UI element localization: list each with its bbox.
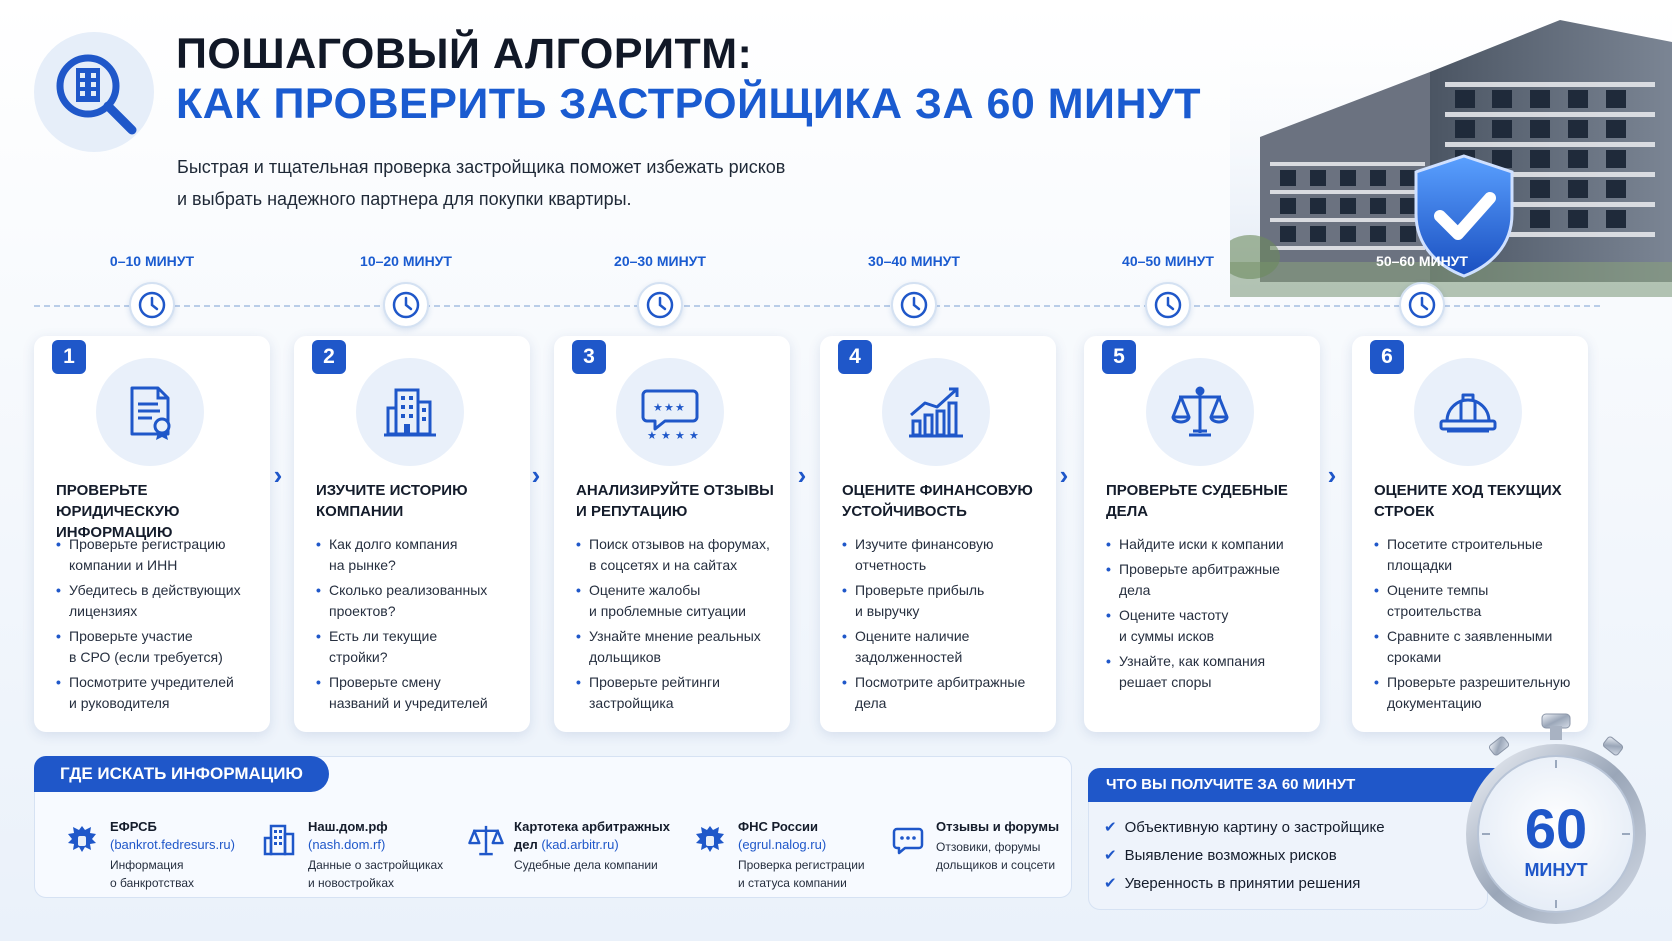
list-item xyxy=(1374,672,1584,714)
list-item-line: • Оцените частоту xyxy=(1119,607,1229,623)
clock-icon xyxy=(1145,282,1191,328)
list-item-line: компании и ИНН xyxy=(69,557,178,573)
source-name: Картотека арбитражных xyxy=(514,819,670,834)
timeline-label-3: 20–30 МИНУТ xyxy=(614,253,706,269)
source-desc: Судебные дела компании xyxy=(514,858,658,872)
chevron-right-icon: › xyxy=(1059,460,1069,490)
list-item xyxy=(316,672,526,714)
step-title-line1: ОЦЕНИТЕ ФИНАНСОВУЮ xyxy=(842,482,1033,499)
clock-icon xyxy=(383,282,429,328)
eagle-emblem-icon xyxy=(60,818,104,862)
source-name: Наш.дом.рф xyxy=(308,819,388,834)
chevron-right-icon: › xyxy=(273,460,283,490)
timeline-line xyxy=(34,305,1604,307)
result-item xyxy=(1104,846,1337,864)
watch-number: 60 xyxy=(1524,797,1588,860)
list-item xyxy=(842,534,1052,576)
list-item-line: • Оцените наличие xyxy=(855,628,970,644)
step-icon-circle xyxy=(96,358,204,466)
list-item-line: • Сколько реализованных xyxy=(329,582,488,598)
list-item-line: • Узнайте мнение реальных xyxy=(589,628,761,644)
source-link[interactable]: (egrul.nalog.ru) xyxy=(738,837,827,852)
chevron-right-icon: › xyxy=(797,460,807,490)
list-item xyxy=(1374,626,1584,668)
svg-text:★: ★ xyxy=(675,429,685,442)
step-list xyxy=(316,534,526,718)
list-item-line: • Изучите финансовую xyxy=(855,536,994,552)
svg-text:★: ★ xyxy=(675,401,685,414)
source-desc: Информация xyxy=(110,858,184,872)
list-item-line: • Как долго компания xyxy=(329,536,458,552)
list-item-line: дела xyxy=(1119,582,1151,598)
step-title xyxy=(842,480,1052,522)
list-item-line: • Проверьте арбитражные xyxy=(1119,561,1280,577)
list-item xyxy=(1374,580,1584,622)
list-item-line: • Посмотрите арбитражные xyxy=(855,674,1026,690)
step-title-line2: ДЕЛА xyxy=(1106,503,1149,520)
step-number: 3 xyxy=(572,340,606,374)
step-title-line1: АНАЛИЗИРУЙТЕ ОТЗЫВЫ xyxy=(576,482,774,499)
growth-chart-icon xyxy=(905,381,967,443)
step-title xyxy=(1106,480,1316,522)
list-item xyxy=(842,672,1052,714)
list-item xyxy=(1106,605,1316,647)
step-card-1 xyxy=(34,336,270,732)
list-item-line: дела xyxy=(855,695,887,711)
step-number: 1 xyxy=(52,340,86,374)
page-title-line1: ПОШАГОВЫЙ АЛГОРИТМ: xyxy=(176,30,753,78)
scales-icon xyxy=(1169,381,1231,443)
source-name: дел xyxy=(514,837,538,852)
checkmark-icon: ✔ xyxy=(1104,875,1117,892)
list-item-line: и руководителя xyxy=(69,695,170,711)
list-item-line: • Оцените жалобы xyxy=(589,582,701,598)
result-item-text: Объективную картину о застройщике xyxy=(1124,819,1385,836)
list-item xyxy=(1374,534,1584,576)
list-item xyxy=(316,534,526,576)
list-item-line: • Узнайте, как компания xyxy=(1119,653,1266,669)
step-card-3 xyxy=(554,336,790,732)
source-item xyxy=(886,818,1066,898)
chevron-right-icon: › xyxy=(531,460,541,490)
step-title-line1: ПРОВЕРЬТЕ ЮРИДИЧЕСКУЮ xyxy=(56,482,180,520)
chat-bubble-icon xyxy=(886,818,930,862)
checkmark-icon: ✔ xyxy=(1104,819,1117,836)
step-number: 5 xyxy=(1102,340,1136,374)
source-item xyxy=(688,818,888,898)
clock-icon xyxy=(637,282,683,328)
list-item-line: и суммы исков xyxy=(1119,628,1215,644)
list-item xyxy=(1106,534,1316,555)
step-icon-circle xyxy=(356,358,464,466)
list-item-line: • Посетите строительные xyxy=(1387,536,1543,552)
chevron-right-icon: › xyxy=(1327,460,1337,490)
page-title-line2: КАК ПРОВЕРИТЬ ЗАСТРОЙЩИКА ЗА 60 МИНУТ xyxy=(176,80,1202,128)
step-title-line1: ПРОВЕРЬТЕ СУДЕБНЫЕ xyxy=(1106,482,1288,499)
list-item-line: названий и учредителей xyxy=(329,695,488,711)
svg-text:★: ★ xyxy=(647,429,657,442)
source-desc: и статуса компании xyxy=(738,876,847,890)
timeline-label-6: 50–60 МИНУТ xyxy=(1376,253,1468,269)
list-item-line: лицензиях xyxy=(69,603,138,619)
logo xyxy=(34,32,154,152)
step-title xyxy=(1374,480,1584,522)
timeline-label-1: 0–10 МИНУТ xyxy=(109,253,195,269)
step-title xyxy=(316,480,526,522)
step-title-line2: УСТОЙЧИВОСТЬ xyxy=(842,503,967,520)
list-item-line: • Оцените темпы строительства xyxy=(1387,582,1489,619)
list-item-line: дольщиков xyxy=(589,649,661,665)
source-item xyxy=(258,818,458,898)
source-name: ФНС России xyxy=(738,819,819,834)
step-title xyxy=(576,480,786,522)
list-item xyxy=(576,534,786,576)
step-title-line2: СТРОЕК xyxy=(1374,503,1435,520)
svg-text:★: ★ xyxy=(661,429,671,442)
list-item xyxy=(316,626,526,668)
list-item xyxy=(316,580,526,622)
step-number: 6 xyxy=(1370,340,1404,374)
source-link[interactable]: (kad.arbitr.ru) xyxy=(541,837,619,852)
list-item xyxy=(576,626,786,668)
list-item-line: • Проверьте рейтинги xyxy=(589,674,720,690)
step-icon-circle xyxy=(616,358,724,466)
source-desc: Данные о застройщиках xyxy=(308,858,444,872)
list-item-line: проектов? xyxy=(329,603,396,619)
result-item-text: Уверенность в принятии решения xyxy=(1124,875,1361,892)
step-title-line1: ОЦЕНИТЕ ХОД ТЕКУЩИХ xyxy=(1374,482,1562,499)
timeline-label-5: 40–50 МИНУТ xyxy=(1122,253,1214,269)
source-desc: Проверка регистрации xyxy=(738,858,865,872)
source-name: ЕФРСБ xyxy=(110,819,157,834)
step-icon-circle xyxy=(1414,358,1522,466)
list-item-line: • Поиск отзывов на форумах, xyxy=(589,536,770,552)
step-card-4 xyxy=(820,336,1056,732)
list-item-line: стройки? xyxy=(329,649,388,665)
step-list xyxy=(1374,534,1584,718)
subtitle-line2: и выбрать надежного партнера для покупки квартиры. xyxy=(177,189,632,209)
watch-unit: МИНУТ xyxy=(1524,860,1588,880)
list-item-line: • Посмотрите учредителей xyxy=(69,674,234,690)
svg-text:★: ★ xyxy=(689,429,699,442)
list-item xyxy=(56,580,266,622)
step-icon-circle xyxy=(1146,358,1254,466)
clock-icon xyxy=(1399,282,1445,328)
result-item xyxy=(1104,818,1385,836)
document-certificate-icon xyxy=(120,382,180,442)
list-item-line: отчетность xyxy=(855,557,927,573)
building-magnifier-icon xyxy=(44,42,144,142)
source-desc: дольщиков и соцсети xyxy=(936,858,1056,872)
list-item-line: документацию xyxy=(1387,695,1482,711)
list-item-line: • Сравните с заявленными xyxy=(1387,628,1553,644)
list-item xyxy=(1106,651,1316,693)
list-item-line: на рынке? xyxy=(329,557,396,573)
list-item xyxy=(576,580,786,622)
step-list xyxy=(842,534,1052,718)
source-desc: и новостройках xyxy=(308,876,394,890)
source-link[interactable]: (nash.dom.rf) xyxy=(308,837,386,852)
subtitle-line1: Быстрая и тщательная проверка застройщика поможет избежать рисков xyxy=(177,157,786,177)
list-item xyxy=(576,672,786,714)
list-item-line: площадки xyxy=(1387,557,1453,573)
step-list xyxy=(56,534,266,718)
clock-icon xyxy=(891,282,937,328)
source-link[interactable]: (bankrot.fedresurs.ru) xyxy=(110,837,235,852)
sources-title: ГДЕ ИСКАТЬ ИНФОРМАЦИЮ xyxy=(34,756,329,792)
list-item xyxy=(56,672,266,714)
result-title: ЧТО ВЫ ПОЛУЧИТЕ ЗА 60 МИНУТ xyxy=(1088,768,1528,802)
step-number: 2 xyxy=(312,340,346,374)
timeline-label-4: 30–40 МИНУТ xyxy=(868,253,960,269)
clock-icon xyxy=(129,282,175,328)
step-card-5 xyxy=(1084,336,1320,732)
list-item xyxy=(56,534,266,576)
svg-text:★: ★ xyxy=(653,401,663,414)
list-item-line: • Есть ли текущие xyxy=(329,628,438,644)
office-building-icon xyxy=(380,382,440,442)
step-number: 4 xyxy=(838,340,872,374)
list-item xyxy=(842,580,1052,622)
step-card-2 xyxy=(294,336,530,732)
step-card-6 xyxy=(1352,336,1588,732)
checkmark-icon: ✔ xyxy=(1104,847,1117,864)
list-item-line: и выручку xyxy=(855,603,920,619)
list-item-line: • Найдите иски к компании xyxy=(1119,536,1284,552)
svg-text:★: ★ xyxy=(664,401,674,414)
list-item xyxy=(56,626,266,668)
step-title-line1: ИЗУЧИТЕ ИСТОРИЮ xyxy=(316,482,468,499)
result-item xyxy=(1104,874,1360,892)
list-item-line: и проблемные ситуации xyxy=(589,603,746,619)
step-icon-circle xyxy=(882,358,990,466)
source-desc: Отзовики, форумы xyxy=(936,840,1041,854)
list-item xyxy=(1106,559,1316,601)
list-item-line: • Проверьте прибыль xyxy=(855,582,985,598)
list-item xyxy=(842,626,1052,668)
list-item-line: в СРО (если требуется) xyxy=(69,649,223,665)
list-item-line: сроками xyxy=(1387,649,1442,665)
step-list xyxy=(1106,534,1316,697)
timeline-label-2: 10–20 МИНУТ xyxy=(360,253,452,269)
source-name: Отзывы и форумы xyxy=(936,819,1060,834)
list-item-line: • Проверьте регистрацию xyxy=(69,536,226,552)
source-item xyxy=(60,818,260,898)
list-item-line: • Проверьте смену xyxy=(329,674,441,690)
list-item-line: • Проверьте участие xyxy=(69,628,193,644)
list-item-line: задолженностей xyxy=(855,649,963,665)
list-item-line: застройщика xyxy=(589,695,674,711)
hard-hat-icon xyxy=(1437,381,1499,443)
source-desc: о банкротствах xyxy=(110,876,195,890)
review-bubble-stars-icon xyxy=(639,381,701,443)
building-icon xyxy=(258,818,302,862)
scales-icon xyxy=(464,818,508,862)
eagle-emblem-icon xyxy=(688,818,732,862)
list-item-line: в соцсетях и на сайтах xyxy=(589,557,738,573)
stopwatch-icon xyxy=(1462,712,1650,932)
step-title-line2: ИНФОРМАЦИЮ xyxy=(56,524,173,541)
list-item-line: • Проверьте разрешительную xyxy=(1387,674,1571,690)
step-title-line2: КОМПАНИИ xyxy=(316,503,404,520)
list-item-line: • Убедитесь в действующих xyxy=(69,582,241,598)
list-item-line: решает споры xyxy=(1119,674,1212,690)
source-item xyxy=(464,818,674,898)
step-title-line2: И РЕПУТАЦИЮ xyxy=(576,503,688,520)
source-name-line2 xyxy=(514,836,619,854)
result-item-text: Выявление возможных рисков xyxy=(1124,847,1337,864)
step-list xyxy=(576,534,786,718)
